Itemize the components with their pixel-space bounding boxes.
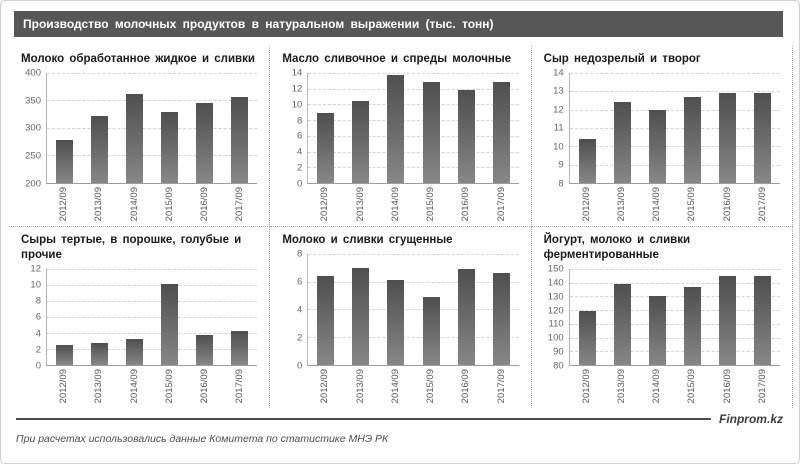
y-tick-label: 10 [30, 279, 41, 291]
chart-panel [9, 227, 270, 408]
bar-2012/09 [317, 276, 334, 365]
x-tick-label: 2015/09 [163, 187, 175, 222]
x-label-slot [569, 187, 604, 226]
x-tick-label: 2016/09 [460, 187, 472, 222]
plot-wrap [282, 248, 518, 372]
bars-container [570, 269, 780, 365]
bar-2013/09 [614, 284, 631, 365]
x-tick-label: 2016/09 [721, 369, 733, 404]
y-tick-label: 2 [297, 162, 303, 174]
bar-2016/09 [719, 276, 736, 365]
plot-wrap [282, 67, 518, 190]
plot-area [569, 269, 780, 366]
bar-2016/09 [719, 93, 736, 183]
bar-slot [187, 269, 222, 365]
x-label-slot [343, 369, 378, 408]
bar-slot [308, 254, 343, 365]
y-tick-label: 200 [25, 178, 41, 190]
bar-slot [222, 73, 257, 183]
x-label-slot [569, 369, 604, 408]
y-tick-label: 80 [553, 360, 564, 372]
bar-slot [152, 269, 187, 365]
chart-title: Молоко и сливки сгущенные [282, 234, 453, 246]
bar-slot [117, 73, 152, 183]
bar-2014/09 [126, 94, 143, 183]
bar-2016/09 [196, 335, 213, 365]
bar-2017/09 [754, 276, 771, 365]
bar-slot [640, 73, 675, 183]
x-label-slot [378, 187, 413, 226]
bar-2016/09 [458, 269, 475, 365]
bar-slot [222, 269, 257, 365]
x-tick-label: 2012/09 [58, 369, 70, 404]
x-tick-label: 2017/09 [756, 369, 768, 404]
plot-wrap [21, 67, 257, 190]
y-tick-label: 0 [297, 178, 303, 190]
bar-slot [745, 73, 780, 183]
charts-grid [9, 46, 793, 408]
plot-area [307, 73, 518, 184]
x-label-slot [222, 187, 257, 226]
bar-2015/09 [423, 297, 440, 365]
plot-wrap [21, 263, 257, 372]
bar-slot [710, 269, 745, 365]
bar-slot [745, 269, 780, 365]
y-tick-label: 2 [297, 332, 303, 344]
y-axis [282, 67, 307, 190]
x-label-slot [46, 187, 81, 226]
bar-2016/09 [196, 103, 213, 183]
x-tick-label: 2014/09 [128, 187, 140, 222]
bar-2013/09 [614, 102, 631, 183]
x-tick-label: 2014/09 [651, 369, 663, 404]
x-axis [46, 366, 257, 408]
y-tick-label: 400 [25, 67, 41, 79]
bar-2015/09 [161, 284, 178, 365]
bar-2014/09 [126, 339, 143, 365]
y-tick-label: 120 [547, 305, 564, 316]
x-tick-label: 2015/09 [425, 369, 437, 404]
y-tick-label: 10 [553, 141, 564, 153]
bar-2013/09 [352, 268, 369, 365]
bar-slot [710, 73, 745, 183]
y-tick-label: 10 [291, 99, 303, 111]
chart-title: Йогурт, молоко и сливки ферментированные [543, 234, 691, 261]
x-label-slot [81, 187, 116, 226]
y-tick-label: 90 [553, 346, 564, 358]
x-tick-label: 2016/09 [198, 187, 210, 222]
x-tick-label: 2015/09 [686, 369, 698, 404]
y-tick-label: 150 [547, 263, 564, 275]
bar-2017/09 [493, 273, 510, 365]
x-tick-label: 2013/09 [93, 187, 105, 222]
y-tick-label: 9 [558, 159, 564, 171]
x-label-slot [745, 187, 780, 226]
x-label-slot [483, 369, 518, 408]
bar-2017/09 [231, 331, 248, 365]
bar-slot [343, 254, 378, 365]
chart-title: Молоко обработанное жидкое и сливки [21, 53, 255, 65]
bar-slot [308, 73, 343, 183]
plot-area [46, 269, 257, 366]
chart-panel [9, 46, 270, 227]
plot-wrap [544, 67, 780, 190]
chart-title: Сыр недозрелый и творог [543, 53, 701, 65]
x-label-slot [710, 369, 745, 408]
x-tick-label: 2015/09 [425, 187, 437, 222]
x-label-slot [81, 369, 116, 408]
x-tick-label: 2012/09 [319, 369, 331, 404]
bar-2012/09 [579, 311, 596, 365]
x-label-slot [483, 187, 518, 226]
chart-panel [532, 227, 793, 408]
x-label-slot [307, 369, 342, 408]
y-tick-label: 8 [35, 295, 41, 307]
plot-area [307, 254, 518, 366]
bar-slot [605, 269, 640, 365]
y-tick-label: 6 [297, 130, 303, 142]
x-tick-label: 2016/09 [460, 369, 472, 404]
x-label-slot [46, 369, 81, 408]
y-tick-label: 140 [547, 277, 564, 289]
bar-2014/09 [649, 296, 666, 365]
x-label-slot [639, 187, 674, 226]
bars-container [47, 73, 257, 183]
y-tick-label: 14 [291, 67, 303, 79]
x-label-slot [413, 369, 448, 408]
x-tick-label: 2017/09 [234, 187, 246, 222]
x-axis [307, 184, 518, 226]
x-label-slot [152, 187, 187, 226]
x-tick-label: 2014/09 [651, 187, 663, 222]
bar-2013/09 [91, 343, 108, 365]
x-label-slot [187, 369, 222, 408]
y-tick-label: 14 [553, 67, 564, 79]
x-label-slot [116, 187, 151, 226]
bar-2016/09 [458, 90, 475, 183]
source-note: При расчетах использовались данные Комитета по статистике МНЭ РК [16, 433, 389, 445]
y-tick-label: 130 [547, 291, 564, 303]
x-label-slot [343, 187, 378, 226]
x-label-slot [639, 369, 674, 408]
y-axis [544, 263, 569, 372]
brand-row [16, 412, 783, 426]
bar-2015/09 [161, 112, 178, 183]
x-tick-label: 2012/09 [58, 187, 70, 222]
bar-2014/09 [387, 280, 404, 365]
bars-container [308, 73, 518, 183]
bar-slot [414, 254, 449, 365]
bars-container [570, 73, 780, 183]
y-tick-label: 2 [35, 344, 41, 356]
bar-slot [152, 73, 187, 183]
x-label-slot [604, 187, 639, 226]
x-tick-label: 2012/09 [580, 187, 592, 222]
bar-2013/09 [352, 101, 369, 183]
y-tick-label: 350 [25, 95, 41, 107]
bars-container [47, 269, 257, 365]
bar-2015/09 [684, 287, 701, 365]
bar-2017/09 [493, 82, 510, 183]
x-tick-label: 2013/09 [354, 187, 366, 222]
x-label-slot [187, 187, 222, 226]
bar-slot [117, 269, 152, 365]
x-tick-label: 2016/09 [721, 187, 733, 222]
x-label-slot [307, 187, 342, 226]
footer-divider [16, 418, 711, 420]
bar-slot [484, 254, 519, 365]
bar-slot [484, 73, 519, 183]
brand-watermark: Finprom.kz [718, 412, 783, 426]
x-tick-label: 2013/09 [615, 187, 627, 222]
bar-slot [378, 254, 413, 365]
y-tick-label: 12 [291, 83, 303, 95]
y-tick-label: 300 [25, 122, 41, 134]
bar-slot [414, 73, 449, 183]
x-label-slot [448, 369, 483, 408]
x-axis [307, 366, 518, 408]
bar-slot [640, 269, 675, 365]
bar-slot [449, 73, 484, 183]
page-title: Производство молочных продуктов в натуральном выражении (тыс. тонн) [14, 11, 783, 37]
x-axis [569, 184, 780, 226]
x-tick-label: 2014/09 [128, 369, 140, 404]
y-tick-label: 4 [297, 146, 303, 158]
y-axis [21, 67, 46, 190]
x-tick-label: 2017/09 [495, 187, 507, 222]
chart-panel [270, 46, 531, 227]
x-tick-label: 2012/09 [580, 369, 592, 404]
bar-slot [47, 269, 82, 365]
plot-area [569, 73, 780, 184]
chart-panel [270, 227, 531, 408]
bar-2015/09 [423, 82, 440, 183]
x-tick-label: 2014/09 [389, 369, 401, 404]
y-tick-label: 12 [30, 263, 41, 275]
bar-2017/09 [754, 93, 771, 183]
x-label-slot [116, 369, 151, 408]
plot-wrap [544, 263, 780, 372]
bar-2012/09 [56, 345, 73, 365]
bar-2012/09 [56, 140, 73, 183]
bar-slot [675, 269, 710, 365]
bar-2015/09 [684, 97, 701, 183]
chart-panel [532, 46, 793, 227]
y-tick-label: 8 [558, 178, 564, 190]
x-axis [46, 184, 257, 226]
x-label-slot [378, 369, 413, 408]
plot-area [46, 73, 257, 184]
bar-slot [605, 73, 640, 183]
x-label-slot [448, 187, 483, 226]
y-tick-label: 8 [297, 115, 303, 127]
x-tick-label: 2012/09 [319, 187, 331, 222]
x-label-slot [152, 369, 187, 408]
y-axis [544, 67, 569, 190]
bar-slot [82, 269, 117, 365]
bar-slot [378, 73, 413, 183]
x-axis [569, 366, 780, 408]
x-tick-label: 2017/09 [495, 369, 507, 404]
x-tick-label: 2015/09 [163, 369, 175, 404]
x-tick-label: 2013/09 [93, 369, 105, 404]
x-tick-label: 2016/09 [198, 369, 210, 404]
bar-slot [449, 254, 484, 365]
x-tick-label: 2014/09 [389, 187, 401, 222]
y-tick-label: 8 [297, 248, 303, 260]
y-tick-label: 6 [35, 311, 41, 323]
y-tick-label: 0 [297, 360, 303, 372]
bar-2014/09 [387, 75, 404, 183]
y-tick-label: 6 [297, 276, 303, 288]
y-tick-label: 110 [548, 318, 564, 330]
y-tick-label: 11 [553, 122, 564, 134]
y-axis [282, 248, 307, 372]
y-tick-label: 4 [297, 304, 303, 316]
x-label-slot [674, 369, 709, 408]
x-label-slot [710, 187, 745, 226]
x-label-slot [604, 369, 639, 408]
x-label-slot [674, 187, 709, 226]
bar-slot [570, 73, 605, 183]
y-tick-label: 250 [25, 150, 41, 162]
chart-title: Сыры тертые, в порошке, голубые и прочие [21, 234, 242, 261]
bar-2012/09 [579, 139, 596, 183]
x-tick-label: 2013/09 [354, 369, 366, 404]
bar-2017/09 [231, 97, 248, 183]
bar-2014/09 [649, 110, 666, 183]
x-tick-label: 2017/09 [234, 369, 246, 404]
y-tick-label: 13 [553, 85, 564, 97]
bar-2013/09 [91, 116, 108, 183]
x-tick-label: 2013/09 [615, 369, 627, 404]
bar-slot [570, 269, 605, 365]
y-tick-label: 12 [553, 104, 564, 116]
chart-title: Масло сливочное и спреды молочные [282, 53, 512, 65]
bar-slot [675, 73, 710, 183]
bar-slot [47, 73, 82, 183]
bars-container [308, 254, 518, 365]
footer [16, 412, 783, 445]
bar-2012/09 [317, 113, 334, 183]
x-label-slot [745, 369, 780, 408]
x-tick-label: 2017/09 [756, 187, 768, 222]
bar-slot [343, 73, 378, 183]
y-tick-label: 4 [35, 328, 41, 340]
x-label-slot [222, 369, 257, 408]
x-tick-label: 2015/09 [686, 187, 698, 222]
bar-slot [82, 73, 117, 183]
x-label-slot [413, 187, 448, 226]
y-tick-label: 100 [547, 332, 564, 344]
y-axis [21, 263, 46, 372]
bar-slot [187, 73, 222, 183]
y-tick-label: 0 [35, 360, 41, 372]
